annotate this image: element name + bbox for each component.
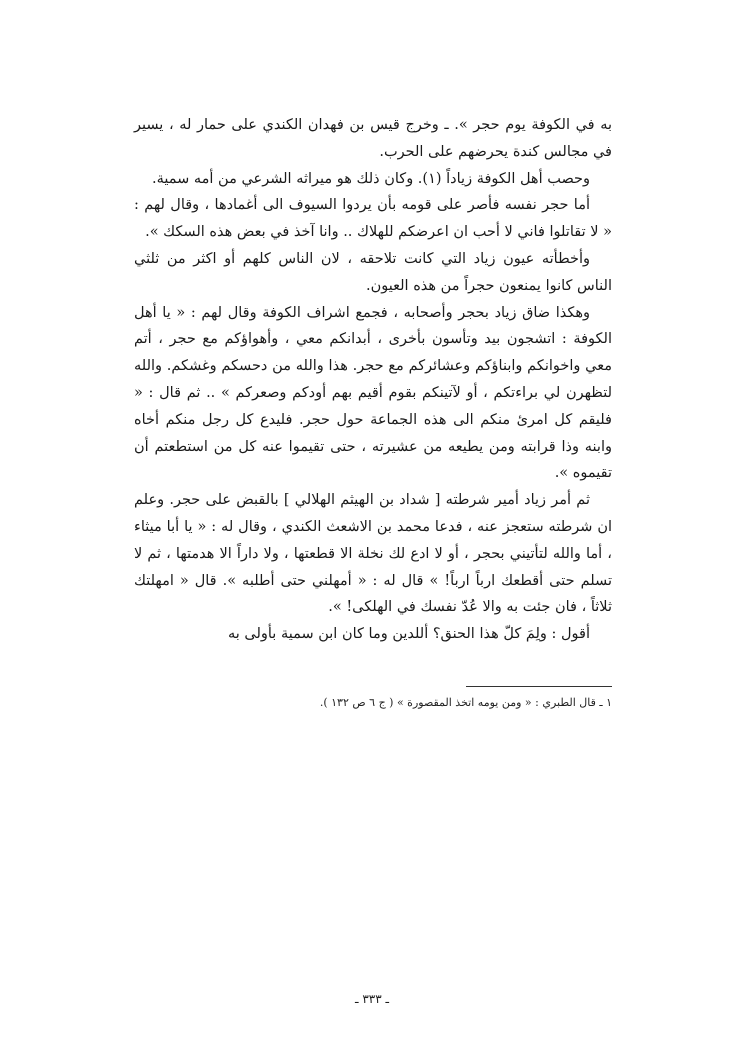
page-number: ـ ٣٣٣ ـ — [354, 992, 390, 1006]
paragraph-3: أما حجر نفسه فأصر على قومه بأن يردوا السيوف الى أغمادها ، وقال لهم : « لا تقاتلوا فاني لا أحب ان اعرضكم للهلاك .. وانا آخذ في بعض هذه السكك ». — [134, 197, 612, 241]
paragraph-6: ثم أمر زياد أمير شرطته [ شداد بن الهيثم الهلالي ] بالقبض على حجر. وعلم ان شرطته ستعجز عنه ، فدعا محمد بن الاشعث الكندي ، وقال له : « يا أبا ميثاء ، أما والله لتأتيني بحجر ، أو لا ادع لك نخلة الا قطعتها ، ولا داراً الا هدمتها ، ثم لا تسلم حتى أقطعك ارباً ارباً! » قال له : « أمهلني حتى أطلبه ». قال « امهلتك ثلاثاً ، فان جئت به والا عُدّ نفسك في الهلكى! ». — [134, 492, 612, 616]
paragraph-7: أقول : ولِمَ كلّ هذا الحنق؟ أللدين وما كان ابن سمية بأولى به — [227, 626, 590, 643]
footnote-divider — [466, 686, 612, 687]
paragraph-5: وهكذا ضاق زياد بحجر وأصحابه ، فجمع اشراف الكوفة وقال لهم : « يا أهل الكوفة : اتشجون بيد وتأسون بأخرى ، أبدانكم معي ، وأهواؤكم مع حجر ، أتم معي واخوانكم وابناؤكم وعشائركم مع حجر. هذا والله من دحسكم وغشكم. والله لتظهرن لي براءتكم ، أو لآتينكم بقوم أقيم بهم أودكم وصعركم » .. ثم قال : « فليقم كل امرئ منكم الى هذه الجماعة حول حجر. فليدع كل رجل منكم أخاه وابنه وذا قرابته ومن يطيعه من عشيرته ، حتى تقيموا عنه كل من استطعتم أن تقيموه ». — [134, 304, 612, 482]
main-text — [134, 112, 612, 648]
paragraph-1: به في الكوفة يوم حجر ». ـ وخرج قيس بن فهدان الكندي على حمار له ، يسير في مجالس كندة يحرضهم على الحرب. — [134, 117, 612, 160]
paragraph-2: وحصب أهل الكوفة زياداً (١). وكان ذلك هو ميراثه الشرعي من أمه سمية. — [151, 170, 590, 187]
footnote: ١ ـ قال الطبري : « ومن يومه اتخذ المقصورة » ( ج ٦ ص ١٣٢ ). — [319, 696, 612, 709]
paragraph-4: وأخطأته عيون زياد التي كانت تلاحقه ، لان الناس كلهم أو اكثر من ثلثي الناس كانوا يمنعون حجراً من هذه العيون. — [134, 250, 612, 294]
